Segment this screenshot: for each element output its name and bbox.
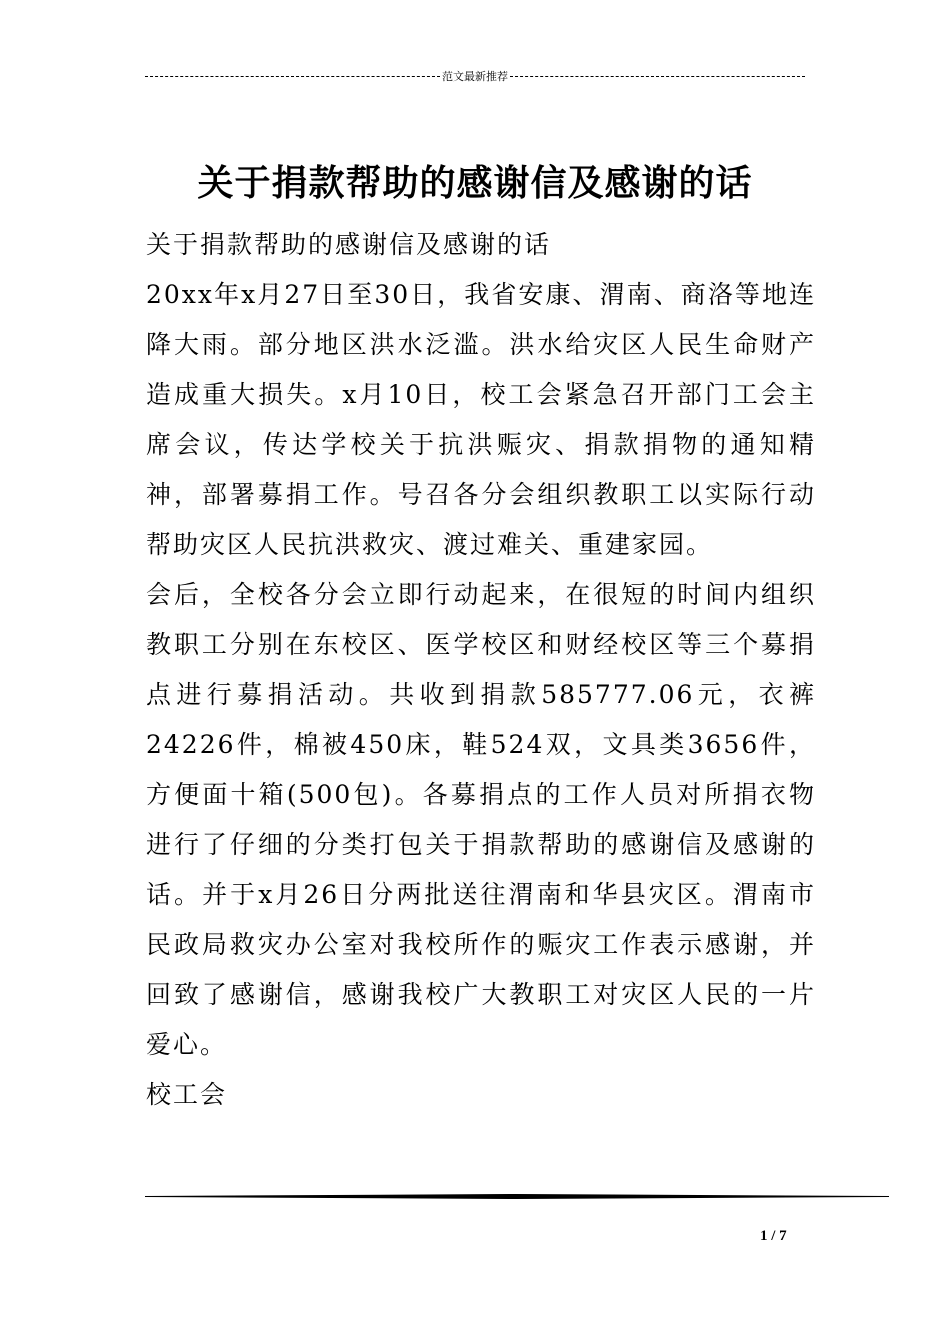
- header-dash-left: [145, 76, 440, 77]
- footer-divider: [145, 1194, 889, 1199]
- header-label: 范文最新推荐: [442, 70, 508, 83]
- header-dash-right: [510, 76, 805, 77]
- header-banner: [145, 67, 805, 85]
- paragraph-signature: 校工会: [146, 1080, 228, 1109]
- paragraph-heading: 关于捐款帮助的感谢信及感谢的话: [146, 230, 552, 259]
- document-body: [146, 220, 816, 1120]
- page-number: 1 / 7: [760, 1228, 787, 1244]
- paragraph-donation-results: 会后，全校各分会立即行动起来，在很短的时间内组织教职工分别在东校区、医学校区和财经校区等三个募捐点进行募捐活动。共收到捐款585777.06元，衣裤24226件，棉被450床，鞋524双，文具类3656件，方便面十箱(500包)。各募捐点的工作人员对所捐衣物进行了仔细的分类打包关于捐款帮助的感谢信及感谢的话。并于x月26日分两批送往渭南和华县灾区。渭南市民政局救灾办公室对我校所作的赈灾工作表示感谢，并回致了感谢信，感谢我校广大教职工对灾区人民的一片爱心。: [146, 580, 816, 1059]
- document-title: 关于捐款帮助的感谢信及感谢的话: [197, 163, 753, 205]
- paragraph-flood-report: 20xx年x月27日至30日，我省安康、渭南、商洛等地连降大雨。部分地区洪水泛滥。洪水给灾区人民生命财产造成重大损失。x月10日，校工会紧急召开部门工会主席会议，传达学校关于抗洪赈灾、捐款捐物的通知精神，部署募捐工作。号召各分会组织教职工以实际行动帮助灾区人民抗洪救灾、渡过难关、重建家园。: [146, 280, 816, 559]
